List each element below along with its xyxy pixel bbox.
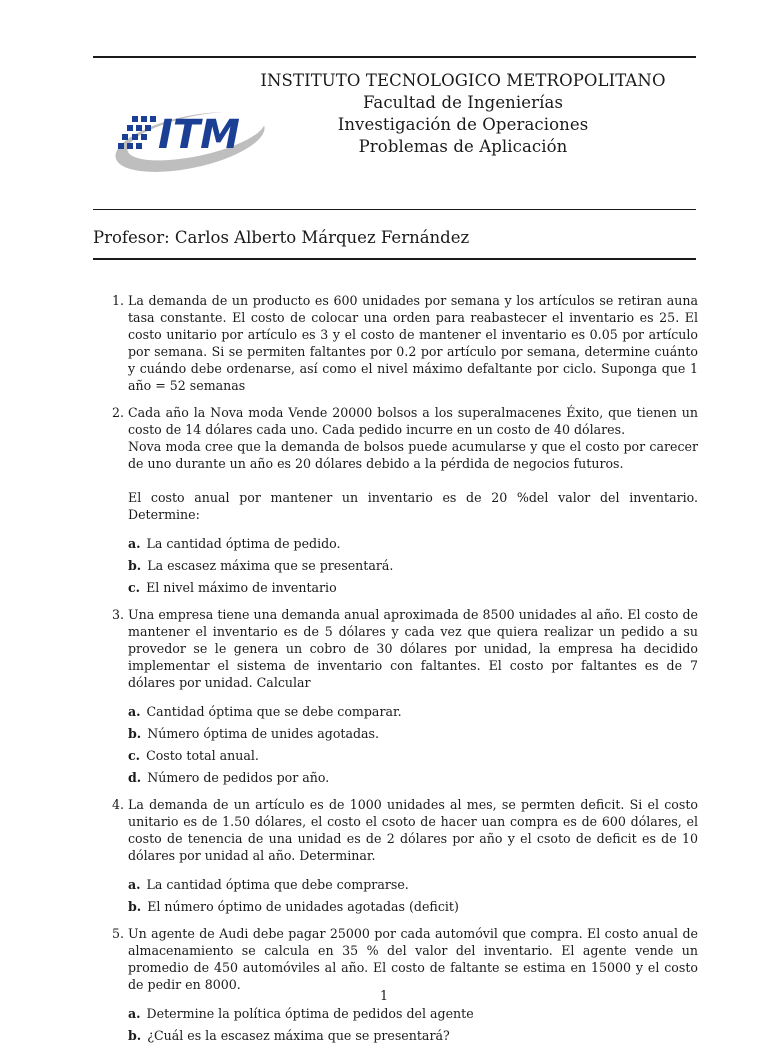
institution-name: INSTITUTO TECNOLOGICO METROPOLITANO xyxy=(260,71,666,90)
sub-question-letter: d. xyxy=(128,770,142,785)
faculty-name: Facultad de Ingenierías xyxy=(362,93,564,112)
sub-question xyxy=(128,725,698,742)
problem-list-container xyxy=(93,292,698,1054)
problem-statement: 3. Una empresa tiene una demanda anual aproximada de 8500 unidades al año. El costo de mantener el inventario es de 5 dólares y cada vez que quiera realizar un pedido a su provedor se le genera un cobro de 30 dólares por unidad, la empresa ha decidido implementar el sistema de inventario con faltantes. El costo por faltantes es de 7 dólares por unidad. Calcular xyxy=(128,607,698,690)
page-number: 1 xyxy=(379,988,388,1003)
sub-question-letter: b. xyxy=(128,1028,142,1043)
sub-question xyxy=(128,535,698,552)
sub-question-list xyxy=(128,1005,698,1044)
sub-question-letter: b. xyxy=(128,726,142,741)
sub-question-letter: a. xyxy=(128,877,141,892)
sub-question-letter: c. xyxy=(128,580,141,595)
problem-statement: 5. Un agente de Audi debe pagar 25000 por cada automóvil que compra. El costo anual de almacenamiento se calcula en 35 % del valor del inventario. El agente vende un promedio de 450 automóviles al año. El costo de faltante se estima en 15000 y el costo de pedir en 8000. xyxy=(128,926,698,992)
logo-text: ITM xyxy=(158,112,240,158)
sub-question-letter: a. xyxy=(128,536,141,551)
sub-question xyxy=(128,769,698,786)
problem-statement: 2. Cada año la Nova moda Vende 20000 bolsos a los superalmacenes Éxito, que tienen un costo de 14 dólares cada uno. Cada pedido incurre en un costo de 40 dólares. xyxy=(128,405,698,437)
sub-question xyxy=(128,557,698,574)
sub-question-text: La escasez máxima que se presentará. xyxy=(147,558,394,573)
problem-item xyxy=(128,796,698,915)
header-rule xyxy=(93,209,696,210)
sub-question xyxy=(128,747,698,764)
document-header xyxy=(228,70,698,158)
problem-item xyxy=(128,292,698,394)
sub-question-text: Número óptima de unides agotadas. xyxy=(147,726,380,741)
sub-question xyxy=(128,703,698,720)
problem-item xyxy=(128,404,698,596)
sub-question xyxy=(128,876,698,893)
sub-question-list xyxy=(128,703,698,786)
sub-question-text: Número de pedidos por año. xyxy=(147,770,330,785)
sub-question-list xyxy=(128,876,698,915)
problem-statement: 4. La demanda de un artículo es de 1000 unidades al mes, se permten deficit. Si el costo unitario es de 1.50 dólares, el costo el csoto de hacer uan compra es de 600 dólares, el costo de tenencia de una unidad es de 2 dólares por año y el csoto de deficit es de 10 dólares por unidad al año. Determinar. xyxy=(128,797,698,863)
sub-question-letter: a. xyxy=(128,704,141,719)
sub-question-text: Cantidad óptima que se debe comparar. xyxy=(146,704,402,719)
document-subtitle: Problemas de Aplicación xyxy=(358,137,568,156)
top-rule xyxy=(93,56,696,58)
sub-question-list xyxy=(128,535,698,596)
sub-question-text: ¿Cuál es la escasez máxima que se presentará? xyxy=(147,1028,450,1043)
sub-question-text: El número óptimo de unidades agotadas (deficit) xyxy=(147,899,459,914)
sub-question-letter: c. xyxy=(128,748,141,763)
sub-question xyxy=(128,1027,698,1044)
sub-question-text: El nivel máximo de inventario xyxy=(146,580,337,595)
course-name: Investigación de Operaciones xyxy=(337,115,589,134)
problem-statement: Nova moda cree que la demanda de bolsos puede acumularse y que el costo por carecer de uno durante un año es 20 dólares debido a la pérdida de negocios futuros. xyxy=(128,439,698,471)
professor-line: Profesor: Carlos Alberto Márquez Fernández xyxy=(93,228,470,247)
sub-question-letter: b. xyxy=(128,558,142,573)
problem-item xyxy=(128,925,698,1044)
sub-question-text: Determine la política óptima de pedidos del agente xyxy=(146,1006,474,1021)
sub-question xyxy=(128,579,698,596)
professor-rule xyxy=(93,258,696,260)
sub-question-letter: a. xyxy=(128,1006,141,1021)
problem-statement: 1. La demanda de un producto es 600 unidades por semana y los artículos se retiran auna tasa constante. El costo de colocar una orden para reabastecer el inventario es 25. El costo unitario por artículo es 3 y el costo de mantener el inventario es 0.05 por artículo por semana. Si se permiten faltantes por 0.2 por artículo por semana, determine cuánto y cuándo debe ordenarse, así como el nivel máximo defaltante por ciclo. Suponga que 1 año = 52 semanas xyxy=(128,293,698,393)
problem-item xyxy=(128,606,698,786)
problem-instruction: El costo anual por mantener un inventario es de 20 %del valor del inventario. Determine: xyxy=(128,490,698,522)
problem-list xyxy=(93,292,698,1044)
sub-question xyxy=(128,1005,698,1022)
sub-question-text: La cantidad óptima de pedido. xyxy=(146,536,341,551)
sub-question-text: La cantidad óptima que debe comprarse. xyxy=(146,877,409,892)
sub-question-text: Costo total anual. xyxy=(146,748,259,763)
sub-question-letter: b. xyxy=(128,899,142,914)
sub-question xyxy=(128,898,698,915)
